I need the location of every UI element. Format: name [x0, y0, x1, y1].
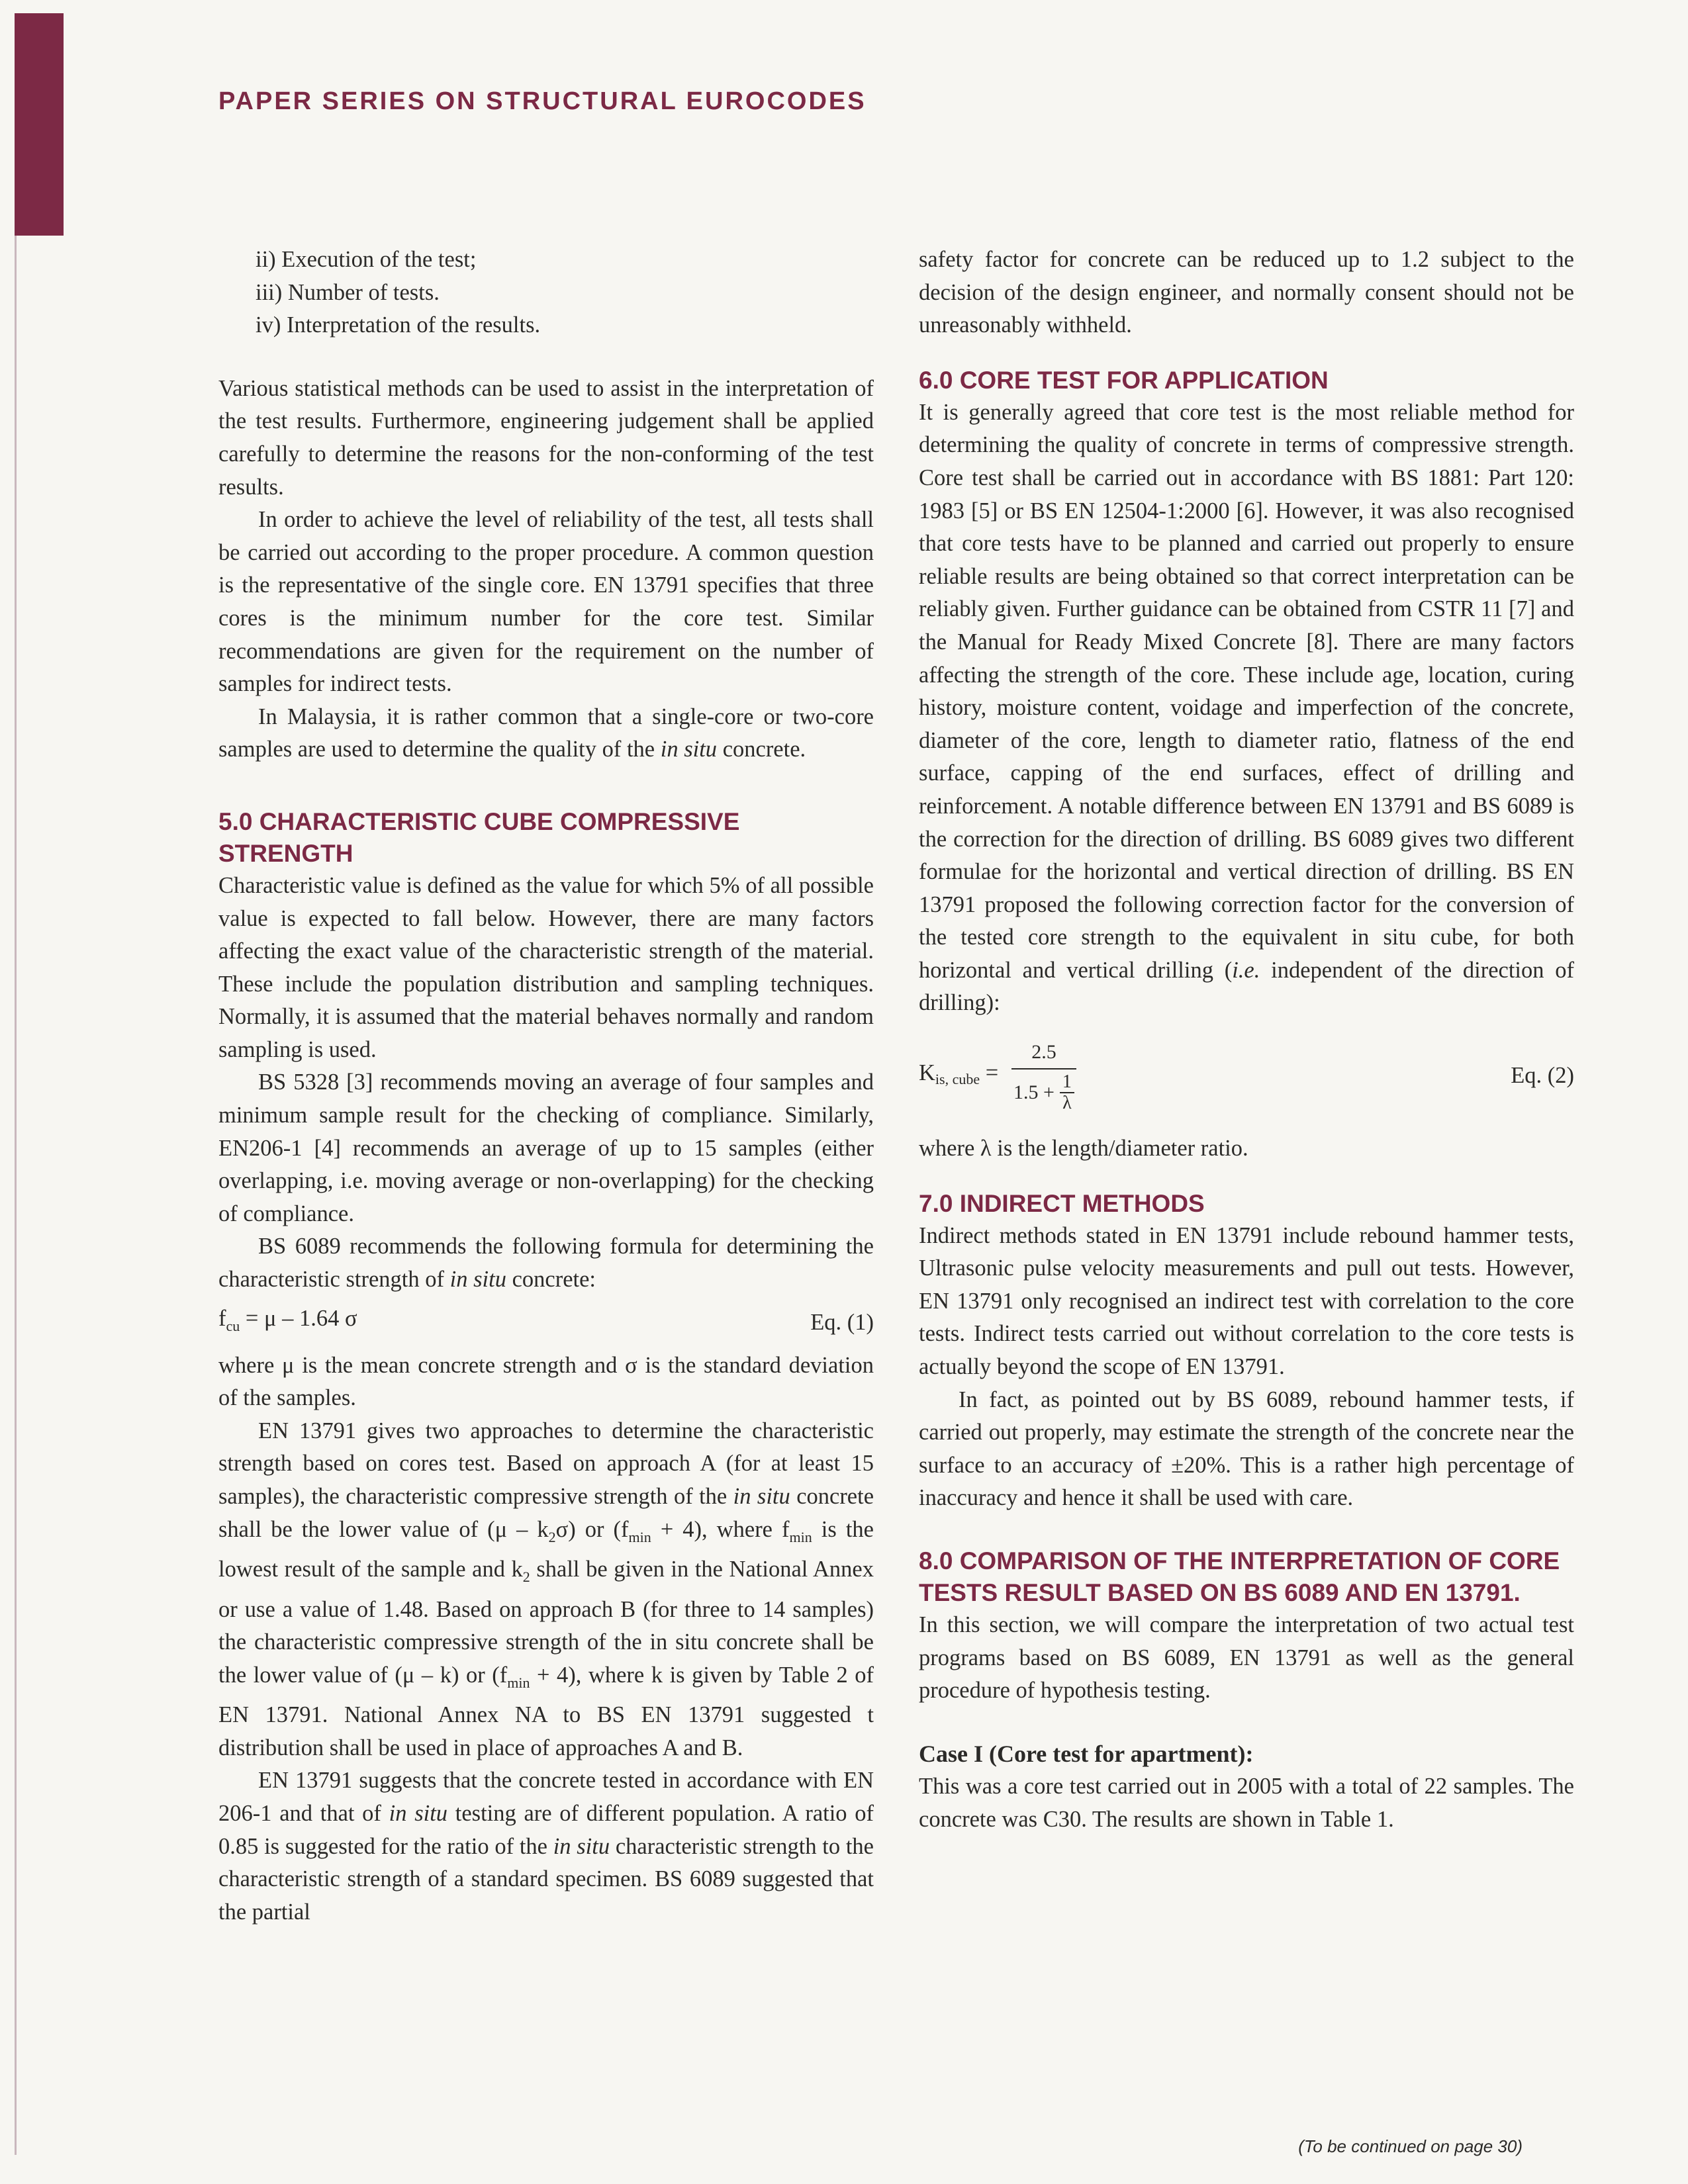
- paragraph: where λ is the length/diameter ratio.: [919, 1136, 1248, 1161]
- paragraph: It is generally agreed that core test is the most reliable method for determining the quality of concrete in terms of compressive strength. Core test shall be carried out in accordance with BS 1881: Part 120: 1983 [5] or BS EN 12504-1:2000 [6]. However, it was also recognised that core tests have to be planned and carried out properly to ensure reliable results are being obtained so that correct interpretation can be reliably given. Further guidance can be obtained from CSTR 11 [7] and the Manual for Ready Mixed Concrete [8]. There are many factors affecting the strength of the core. These include age, location, curing history, moisture content, voidage and imperfection of the concrete, diameter of the core, length to diameter ratio, flatness of the end surface, capping of the end surfaces, effect of drilling and reinforcement. A notable difference between EN 13791 and BS 6089 is the correction for the direction of drilling. BS 6089 gives two different formulae for the horizontal and vertical direction of drilling. BS EN 13791 proposed the following correction factor for the conversion of the tested core strength to the equivalent in situ cube, for both horizontal and vertical drilling (i.e. independent of the direction of drilling):: [919, 399, 1575, 1016]
- list-item: iv) Interpretation of the results.: [256, 312, 541, 338]
- paragraph: In order to achieve the level of reliability of the test, all tests shall be carried out according to the proper procedure. A common question is the representative of the single core. EN 13791 specifies that three cores is the minimum number for the core test. Similar recommendations are given for the requirement on the number of samples for indirect tests.: [218, 507, 874, 697]
- section-heading-7: 7.0 INDIRECT METHODS: [919, 1189, 1205, 1217]
- fraction-denominator: 1.5 + $\frac{1}{\lambda}$: [1013, 1069, 1074, 1113]
- equation-2-fraction: [1011, 1039, 1076, 1113]
- section-heading-5: 5.0 CHARACTERISTIC CUBE COMPRESSIVE STRENGTH: [218, 807, 740, 867]
- paragraph: In Malaysia, it is rather common that a single-core or two-core samples are used to determine the quality of the in situ concrete.: [218, 704, 874, 762]
- list-item: ii) Execution of the test;: [256, 247, 477, 272]
- paragraph: EN 13791 suggests that the concrete tested in accordance with EN 206-1 and that of in situ testing are of different population. A ratio of 0.85 is suggested for the ratio of the in situ characteristic strength to the characteristic strength of a standard specimen. BS 6089 suggested that the partial: [218, 1768, 874, 1925]
- paragraph: BS 6089 recommends the following formula for determining the characteristic strength of in situ concrete:: [218, 1234, 874, 1293]
- procedure-list: [218, 244, 874, 342]
- section-heading-6: 6.0 CORE TEST FOR APPLICATION: [919, 366, 1329, 394]
- equation-2-lhs: Kis, cube =: [919, 1060, 999, 1087]
- paragraph: Characteristic value is defined as the value for which 5% of all possible value is expected to fall below. However, there are many factors affecting the exact value of the characteristic strength of the material. These include the population distribution and sampling techniques. Normally, it is assumed that the material behaves normally and random sampling is used.: [218, 872, 874, 1062]
- equation-2-label: Eq. (2): [1511, 1063, 1574, 1089]
- continued-note: (To be continued on page 30): [1298, 2136, 1523, 2156]
- section-heading-8: 8.0 COMPARISON OF THE INTERPRETATION OF CORE TESTS RESULT BASED ON BS 6089 AND EN 13791.: [919, 1547, 1560, 1606]
- equation-1-body: $f_{cu} = \mu - 1.64$ σ: [218, 1306, 357, 1335]
- equation-2: [919, 1020, 1574, 1132]
- page-edge-line: [15, 236, 17, 2155]
- paragraph: safety factor for concrete can be reduced up to 1.2 subject to the decision of the design engineer, and normally consent should not be unreasonably withheld.: [919, 247, 1574, 338]
- fraction-numerator: 2.5: [1011, 1039, 1076, 1069]
- sidebar-color-band: [15, 13, 64, 236]
- paragraph: EN 13791 gives two approaches to determine the characteristic strength based on cores test. Based on approach A (for at least 15 samples), the characteristic compressive strength of the in situ concrete shall be the lower value of $(\mu - k_2\sigma)$ or $(f_{min} + 4)$, where $f_{min}$ is the lowest result of the sample and $k_2$ shall be given in the National Annex or use a value of 1.48. Based on approach B (for three to 14 samples) the characteristic compressive strength of the in situ concrete shall be the lower value of (μ – k) or $(f_{min} + 4)$, where k is given by Table 2 of EN 13791. National Annex NA to BS EN 13791 suggested t distribution shall be used in place of approaches A and B.: [218, 1418, 874, 1760]
- paragraph: where μ is the mean concrete strength and σ is the standard deviation of the samples.: [218, 1352, 874, 1411]
- paragraph: In fact, as pointed out by BS 6089, rebound hammer tests, if carried out properly, may estimate the strength of the concrete near the surface to an accuracy of ±20%. This is a rather high percentage of inaccuracy and hence it shall be used with care.: [919, 1387, 1574, 1511]
- paragraph: In this section, we will compare the interpretation of two actual test programs based on BS 6089, EN 13791 as well as the general procedure of hypothesis testing.: [919, 1612, 1574, 1704]
- left-column: [218, 244, 874, 1929]
- list-item: iii) Number of tests.: [256, 279, 440, 305]
- equation-1-label: Eq. (1): [810, 1309, 874, 1335]
- paragraph: Indirect methods stated in EN 13791 include rebound hammer tests, Ultrasonic pulse velocity measurements and pull out tests. However, EN 13791 only recognised an indirect test with correlation to the core tests. Indirect tests carried out without correlation to the core tests is actually beyond the scope of EN 13791.: [919, 1222, 1574, 1380]
- paragraph: Various statistical methods can be used to assist in the interpretation of the test results. Furthermore, engineering judgement shall be applied carefully to determine the reasons for the non-conforming of the test results.: [218, 375, 874, 500]
- case-title: Case I (Core test for apartment):: [919, 1740, 1254, 1767]
- equation-1: [218, 1297, 874, 1349]
- paragraph: This was a core test carried out in 2005 with a total of 22 samples. The concrete was C30. The results are shown in Table 1.: [919, 1774, 1574, 1832]
- running-header: PAPER SERIES ON STRUCTURAL EUROCODES: [218, 87, 867, 115]
- paragraph: BS 5328 [3] recommends moving an average of four samples and minimum sample result for the checking of compliance. Similarly, EN206-1 [4] recommends an average of up to 15 samples (either overlapping, i.e. moving average or non-overlapping) for the checking of compliance.: [218, 1069, 874, 1226]
- right-column: [919, 244, 1574, 1837]
